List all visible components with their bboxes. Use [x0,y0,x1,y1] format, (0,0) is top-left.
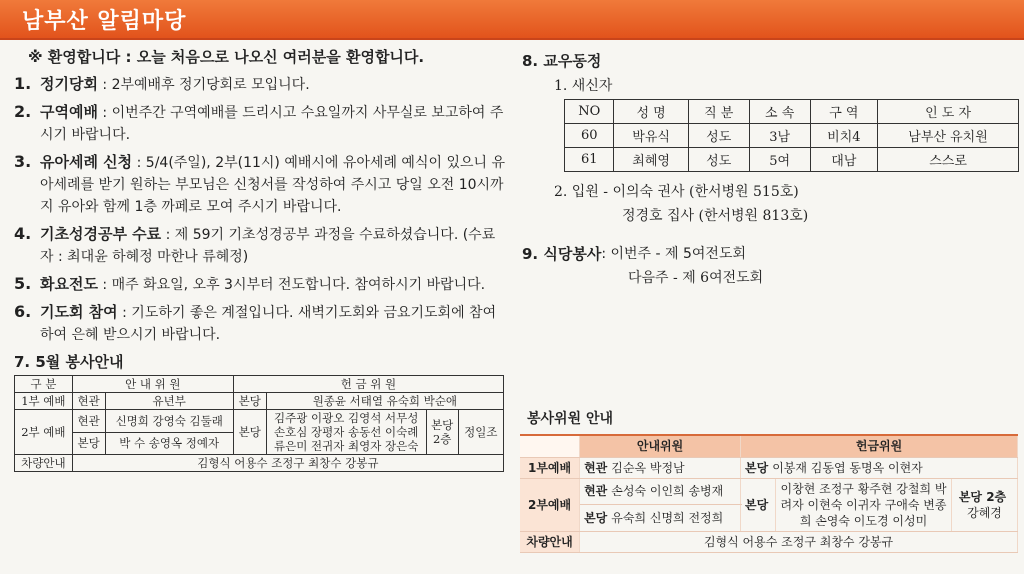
table-header: 안내위원 [580,435,741,457]
table-cell: 김형식 어용수 조정구 최창수 강봉규 [580,531,1018,552]
new-members-table [564,99,1019,172]
notice-item [14,273,506,296]
table-cell: 강혜경 [967,505,1002,520]
notice-head: 화요전도 [40,275,98,293]
notice-number: 6. [14,302,32,321]
header-bar [0,0,1024,40]
table-cell: 현관 [72,410,105,433]
table-cell: 손성숙 이인희 송병재 [611,484,724,499]
table-cell: 본당 [584,510,608,525]
table-row [565,148,1019,172]
table-cell: 61 [565,148,614,172]
table-cell: 현관 [584,484,608,499]
table-header: 성 명 [614,100,688,124]
table-cell: 김순옥 박정남 [611,460,685,475]
table-cell: 유숙희 신명희 전정희 [611,510,724,525]
table-cell: 남부산 유치원 [878,124,1019,148]
table-cell: 3남 [749,124,810,148]
section-9-line-1: : 이번주 - 제 5여전도회 [601,246,746,262]
notice-item [14,301,506,346]
notice-body [40,301,506,346]
hospital-line-1: 2. 입원 - 이의숙 권사 (한서병원 515호) [554,184,799,200]
notice-item [14,101,506,146]
table-cell: 스스로 [878,148,1019,172]
section-8-title: 8. 교우동정 [522,52,602,70]
notice-number: 1. [14,74,32,93]
notice-number: 4. [14,224,32,243]
notice-body [40,273,506,296]
table-cell: 2부예배 [520,478,580,531]
table-cell: 신명희 강영숙 김둘래 [105,410,233,433]
table-cell: 성도 [688,148,749,172]
volunteer-table [520,434,1018,553]
table-header: 소 속 [749,100,810,124]
hospital-line-2: 정경호 집사 (한서병원 813호) [622,208,809,224]
table-cell: 현관 [72,393,105,410]
notice-number: 2. [14,102,32,121]
table-cell: 본당 [72,432,105,455]
table-header: 직 분 [688,100,749,124]
table-cell: 차량안내 [520,531,580,552]
notice-item [14,73,506,96]
notice-head: 기초성경공부 수료 [40,225,162,243]
table-cell: 최혜영 [614,148,688,172]
notice-body [40,223,506,268]
table-cell: 본당 [741,478,776,531]
notice-text: : 기도하기 좋은 계절입니다. 새벽기도회와 금요기도회에 참여하여 은혜 받으시기 바랍니다. [40,305,497,343]
table-cell: 본당 2층 [426,410,458,455]
table-header: NO [565,100,614,124]
table-cell: 비치4 [810,124,878,148]
table-cell: 5여 [749,148,810,172]
table-cell: 정일조 [458,410,503,455]
table-header: 헌 금 위 원 [233,376,503,393]
notice-body [40,73,506,96]
table-cell: 박유식 [614,124,688,148]
table-cell: 유년부 [105,393,233,410]
section-9-line-2: 다음주 - 제 6여전도회 [628,270,764,286]
notice-head: 정기당회 [40,75,98,93]
notice-text: : 5/4(주일), 2부(11시) 예배시에 유아세례 예식이 있으니 유아세례를 받기 원하는 부모님은 신청서를 작성하여 주시고 당일 오전 10시까지 유아와 함께 1층 까페로 모여 주시기 바랍니다. [40,155,505,215]
table-header: 구 역 [810,100,878,124]
notice-head: 기도회 참여 [40,303,118,321]
notice-number: 3. [14,152,32,171]
table-cell: 대남 [810,148,878,172]
table-header: 구 분 [15,376,73,393]
notice-body [40,151,506,218]
table-header: 안 내 위 원 [72,376,233,393]
notice-list [14,73,506,346]
table-cell: 1부예배 [520,457,580,478]
notice-body [40,101,506,146]
notice-text: : 매주 화요일, 오후 3시부터 전도합니다. 참여하시기 바랍니다. [97,277,486,293]
table-cell: 본당 [233,393,266,410]
notice-number: 5. [14,274,32,293]
table-header: 인 도 자 [878,100,1019,124]
notice-head: 구역예배 [40,103,98,121]
table-cell: 이창현 조정구 황주현 강철희 박려자 이현숙 이귀자 구애숙 변종희 손영숙 이도경 이성미 [776,478,952,531]
table-cell: 본당 2층 [958,489,1007,504]
notice-text: : 2부예배후 정기당회로 모입니다. [97,77,310,93]
welcome-text: ※ 환영합니다 : 오늘 처음으로 나오신 여러분을 환영합니다. [28,48,425,66]
right-column [522,50,1012,290]
notice-text: : 제 59기 기초성경공부 과정을 수료하셨습니다. (수료자 : 최대윤 하혜정 마한나 류혜정) [40,227,496,265]
table-cell: 원종윤 서태열 유숙희 박순애 [266,393,503,410]
table-cell: 1부 예배 [15,393,73,410]
table-cell: 본당 [745,460,769,475]
table-row [565,124,1019,148]
section-9-title: 9. 식당봉사 [522,245,602,263]
may-service-table [14,375,504,472]
table-cell: 본당 [233,410,266,455]
notice-item [14,151,506,218]
table-header: 헌금위원 [741,435,1018,457]
notice-text: : 이번주간 구역예배를 드리시고 수요일까지 사무실로 보고하여 주시기 바랍니다. [40,105,504,143]
left-column [14,46,506,472]
notice-head: 유아세례 신청 [40,153,133,171]
table-cell: 박 수 송영옥 정예자 [105,432,233,455]
new-members-subtitle: 1. 새신자 [554,78,613,94]
table-cell: 현관 [584,460,608,475]
notice-item [14,223,506,268]
table-cell: 차량안내 [15,455,73,472]
table-cell: 김주광 이광오 김영석 서무성 손호심 장평자 송동선 이숙례 류은미 전귀자 최영자 장은숙 [266,410,426,455]
table-header [520,435,580,457]
table-cell: 이봉재 김동엽 동명옥 이현자 [772,460,923,475]
table-cell: 성도 [688,124,749,148]
page-title: 남부산 알림마당 [22,9,187,34]
table-cell: 김형식 어용수 조정구 최창수 강봉규 [72,455,503,472]
section-9 [522,242,1012,266]
table-cell: 60 [565,124,614,148]
table-cell: 2부 예배 [15,410,73,455]
volunteer-title: 봉사위원 안내 [527,411,614,427]
section-7-title: 7. 5월 봉사안내 [14,353,124,371]
